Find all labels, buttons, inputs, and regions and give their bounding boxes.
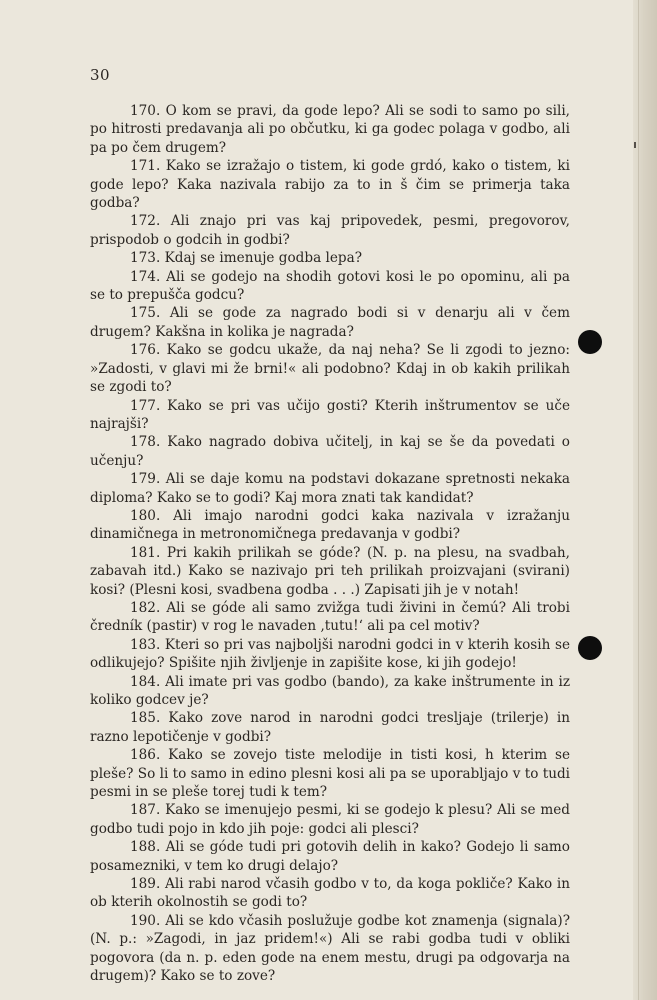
question-190: 190. Ali se kdo včasih poslužuje godbe kot znamenja (signala)? (N. p.: »Zagodi, in jaz pridem!«) Ali se rabi godba tudi v obliki pogovora (da n. p. eden gode na enem mestu, drugi pa odgovarja na drugem)? Kako se to zove? [90,912,570,985]
question-185: 185. Kako zove narod in narodni godci tresljaje (trilerje) in razno lepotičenje v godbi? [90,710,570,745]
paper-speck [634,142,636,148]
question-170: 170. O kom se pravi, da gode lepo? Ali se sodi to samo po sili, po hitrosti predavanja ali po občutku, ki ga godec polaga v godbo, ali pa po čem drugem? [90,103,570,156]
question-173: 173. Kdaj se imenuje godba lepa? [130,250,363,267]
page-edge-line [638,0,639,1000]
question-174: 174. Ali se godejo na shodih gotovi kosi le po opominu, ali pa se to prepušča godcu? [90,268,570,304]
question-181: 181. Pri kakih prilikah se góde? (N. p. na plesu, na svadbah, zabavah itd.) Kako se nazivajo pri teh prilikah proizvajani (svirani) kosi? (Plesni kosi, svadbena godba . . .) Zapisati jih je v notah! [90,544,570,598]
question-178: 178. Kako nagrado dobiva učitelj, in kaj se še da povedati o učenju? [90,434,570,469]
question-175: 175. Ali se gode za nagrado bodi si v denarju ali v čem drugem? Kakšna in kolika je nagrada? [90,305,570,340]
question-189: 189. Ali rabi narod včasih godbo v to, da koga pokliče? Kako in ob kterih okolnostih se godi to? [90,876,570,911]
page-number: 30 [90,66,111,84]
binding-hole-bottom [578,636,602,660]
question-171: 171. Kako se izražajo o tistem, ki gode grdó, kako o tistem, ki gode lepo? Kaka nazivala rabijo za to in š čim se primerja taka godba? [90,158,570,212]
question-176: 176. Kako se godcu ukaže, da naj neha? Se li zgodi to jezno: »Zadosti, v glavi mi že brni!« ali podobno? Kdaj in ob kakih prilikah se zgodi to? [90,342,570,396]
question-184: 184. Ali imate pri vas godbo (bando), za kake inštrumente in iz koliko godcev je? [90,673,570,708]
question-172: 172. Ali znajo pri vas kaj pripovedek, pesmi, pregovorov, prispodob o godcih in godbi? [90,213,570,248]
page-edge-shadow [633,0,657,1000]
question-179: 179. Ali se daje komu na podstavi dokazane spretnosti nekaka diploma? Kako se to godi? Kaj mora znati tak kandidat? [90,471,570,506]
question-183: 183. Kteri so pri vas najboljši narodni godci in v kterih kosih se odlikujejo? Spišite njih življenje in zapišite kose, ki jih godejo! [90,636,570,672]
question-180: 180. Ali imajo narodni godci kaka nazivala v izražanju dinamičnega in metronomičnega predavanja v godbi? [90,507,570,543]
question-177: 177. Kako se pri vas učijo gosti? Kterih inštrumentov se uče najrajši? [90,397,570,432]
question-list [90,102,570,986]
binding-hole-top [578,330,602,354]
question-182: 182. Ali se góde ali samo zvižga tudi živini in čemú? Ali trobi čredník (pastir) v rog le navaden ‚tutu!‘ ali pa cel motiv? [90,599,570,635]
question-186: 186. Kako se zovejo tiste melodije in tisti kosi, h kterim se pleše? So li to samo in edino plesni kosi ali pa se uporabljajo v to tudi pesmi in se pleše torej tudi k tem? [90,747,570,801]
question-188: 188. Ali se góde tudi pri gotovih delih in kako? Godejo li samo posamezniki, v tem ko drugi delajo? [90,839,570,874]
question-187: 187. Kako se imenujejo pesmi, ki se godejo k plesu? Ali se med godbo tudi pojo in kdo jih poje: godci ali plesci? [90,802,570,837]
